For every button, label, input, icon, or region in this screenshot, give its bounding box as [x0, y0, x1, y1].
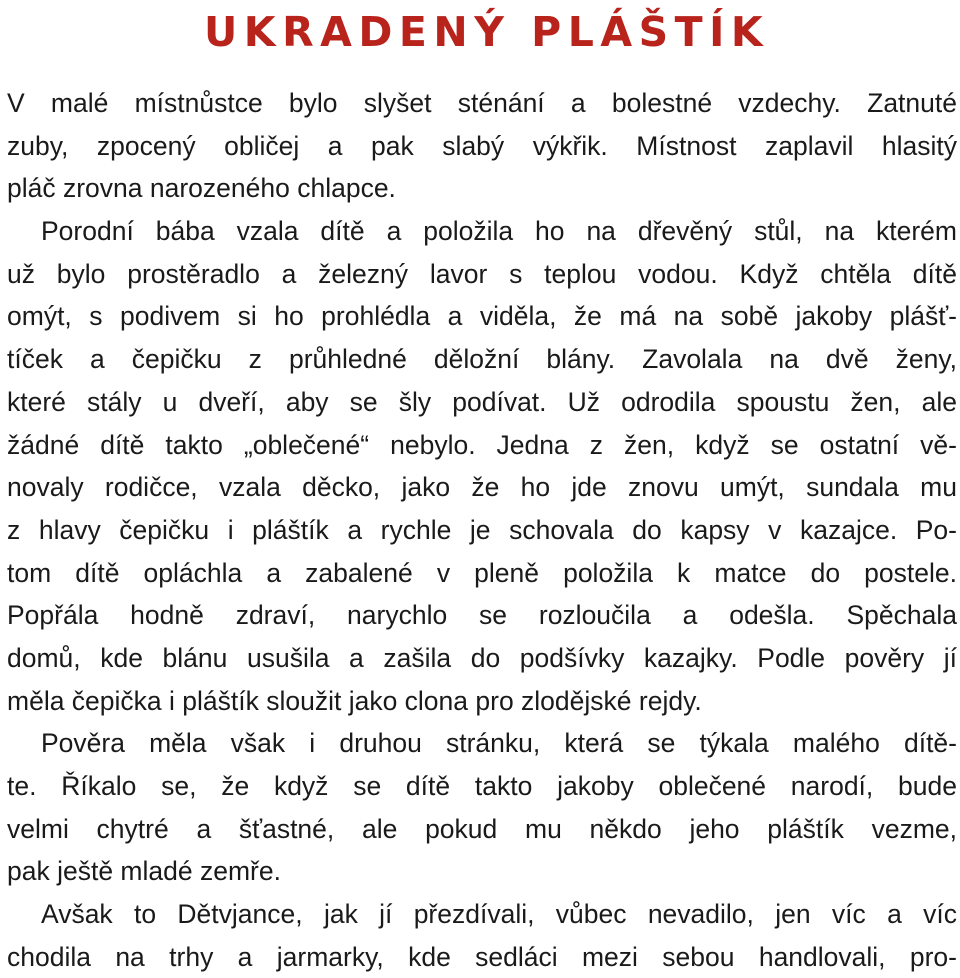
text-line: které stály u dveří, aby se šly podívat. Už odrodila spoustu žen, ale	[7, 386, 957, 417]
text-line: V malé místnůstce bylo slyšet sténání a bolestné vzdechy. Zatnuté	[7, 88, 957, 118]
text-line: te. Říkalo se, že když se dítě takto jakoby oblečené narodí, bude	[7, 771, 957, 801]
text-line: tíček a čepičku z průhledné děložní blány. Zavolala na dvě ženy,	[7, 344, 957, 375]
text-line: Porodní bába vzala dítě a položila ho na dřevěný stůl, na kterém	[41, 216, 957, 247]
article-body	[7, 82, 957, 978]
text-line: z hlavy čepičku i pláštík a rychle je schovala do kapsy v kazajce. Po-	[7, 514, 957, 545]
text-line: velmi chytré a šťastné, ale pokud mu někdo jeho pláštík vezme,	[7, 813, 957, 844]
text-line: už bylo prostěradlo a železný lavor s teplou vodou. Když chtěla dítě	[7, 258, 957, 289]
text-line: tom dítě opláchla a zabalené v pleně položila k matce do postele.	[7, 557, 957, 588]
article-title: UKRADENÝ PLÁŠTÍK	[204, 8, 770, 56]
text-line: novaly rodičce, vzala děcko, jako že ho jde znovu umýt, sundala mu	[7, 472, 957, 503]
text-line: omýt, s podivem si ho prohlédla a viděla, že má na sobě jakoby plášť-	[7, 301, 957, 332]
text-line: pláč zrovna narozeného chlapce.	[7, 173, 396, 204]
text-line: Avšak to Dětvjance, jak jí přezdívali, vůbec nevadilo, jen víc a víc	[41, 899, 957, 930]
text-line: zuby, zpocený obličej a pak slabý výkřik. Místnost zaplavil hlasitý	[7, 130, 957, 161]
text-line: domů, kde blánu usušila a zašila do podšívky kazajky. Podle pověry jí	[7, 642, 957, 673]
text-line: pak ještě mladé zemře.	[7, 856, 281, 887]
text-line: měla čepička i pláštík sloužit jako clona pro zlodějské rejdy.	[7, 685, 702, 716]
text-line: chodila na trhy a jarmarky, kde sedláci mezi sebou handlovali, pro-	[7, 941, 957, 972]
text-line: žádné dítě takto „oblečené“ nebylo. Jedna z žen, když se ostatní vě-	[7, 429, 957, 460]
text-line: Pověra měla však i druhou stránku, která se týkala malého dítě-	[41, 728, 957, 759]
text-line: Popřála hodně zdraví, narychlo se rozloučila a odešla. Spěchala	[7, 600, 957, 631]
